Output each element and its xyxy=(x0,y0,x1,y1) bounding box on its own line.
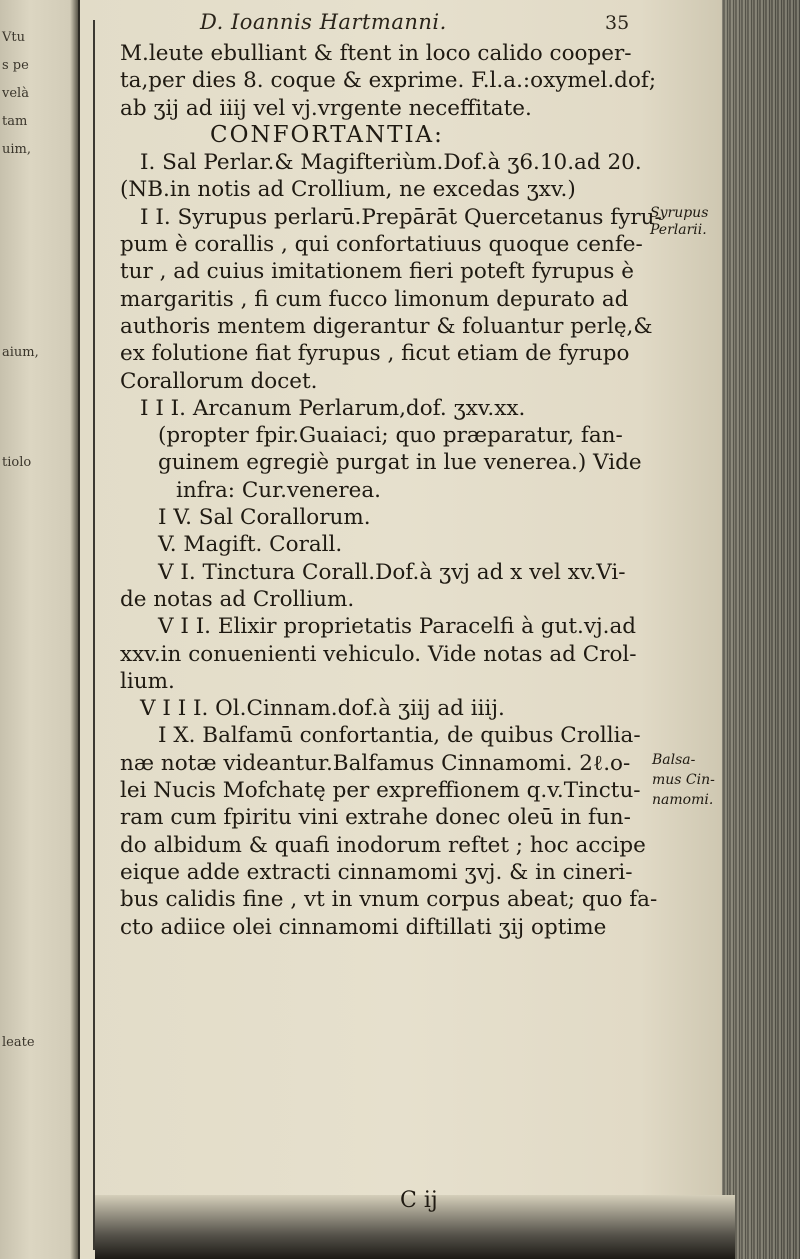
text-line: (propter fpir.Guaiaci; quo præparatur, fan- xyxy=(158,423,623,449)
text-line: margaritis , fi cum fucco limonum depurato ad xyxy=(120,286,629,312)
margin-note-syrupus: Syrupus xyxy=(650,205,709,221)
text-line: V I I. Elixir proprietatis Paracelfi à gut.vj.ad xyxy=(158,614,637,640)
margin-fragment: tiolo xyxy=(2,455,32,470)
margin-note-balsa: Balsa- xyxy=(652,752,696,768)
text-line: ab ʒij ad iiij vel vj.vrgente neceffitate. xyxy=(120,95,532,121)
page-number: 35 xyxy=(605,12,630,34)
text-line: Corallorum docet. xyxy=(120,368,318,394)
margin-note-perlarii: Perlarii. xyxy=(650,222,707,238)
text-line: lium. xyxy=(120,668,175,694)
body-text xyxy=(120,40,700,941)
text-line: bus calidis fine , vt in vnum corpus abeat; quo fa- xyxy=(120,887,658,913)
text-line: V I I I. Ol.Cinnam.dof.à ʒiij ad iiij. xyxy=(140,696,505,722)
text-line: tur , ad cuius imitationem fieri poteft fyrupus è xyxy=(120,259,634,285)
previous-page-edge xyxy=(0,0,80,1259)
text-line: cto adiice olei cinnamomi diftillati ʒij optime xyxy=(120,914,607,940)
text-line: eique adde extracti cinnamomi ʒvj. & in cineri- xyxy=(120,859,633,885)
gutter-rule xyxy=(93,20,95,1250)
text-line: pum è corallis , qui confortatiuus quoque cenfe- xyxy=(120,232,643,258)
text-line: M.leute ebulliant & ftent in loco calido cooper- xyxy=(120,41,632,66)
margin-fragment: Vtu xyxy=(2,30,25,45)
margin-note-namomi: namomi. xyxy=(652,792,714,808)
text-line: I I. Syrupus perlarū.Prepārāt Quercetanus fyru- xyxy=(140,204,662,230)
margin-fragment: leate xyxy=(2,1035,35,1050)
text-line: lei Nucis Mofchatę per expreffionem q.v.Tinctu- xyxy=(120,778,641,804)
margin-fragment: tam xyxy=(2,114,28,129)
text-line: authoris mentem digerantur & foluantur perlę,& xyxy=(120,313,653,339)
text-line: do albidum & quafi inodorum reftet ; hoc accipe xyxy=(120,832,646,858)
text-line: næ notæ videantur.Balfamus Cinnamomi. 2ℓ.o- xyxy=(120,750,631,776)
text-line: de notas ad Crollium. xyxy=(120,586,355,612)
text-line: xxv.in conuenienti vehiculo. Vide notas ad Crol- xyxy=(120,641,637,667)
text-line: I X. Balfamū confortantia, de quibus Crollia- xyxy=(158,723,641,749)
text-line: guinem egregiè purgat in lue venerea.) Vide xyxy=(158,450,642,476)
margin-note-mus-cin: mus Cin- xyxy=(652,772,715,788)
text-line: ta,per dies 8. coque & exprime. F.l.a.:oxymel.dof; xyxy=(120,68,657,94)
text-line: V I. Tinctura Corall.Dof.à ʒvj ad x vel xv.Vi- xyxy=(158,559,626,585)
book-edge xyxy=(722,0,800,1259)
text-line: infra: Cur.venerea. xyxy=(176,477,381,503)
section-heading: CONFORTANTIA: xyxy=(210,121,444,148)
running-header: D. Ioannis Hartmanni. xyxy=(200,10,447,34)
margin-fragment: velà xyxy=(2,86,29,101)
text-line: ram cum fpiritu vini extrahe donec oleū in fun- xyxy=(120,805,631,831)
text-line: V. Magift. Corall. xyxy=(158,532,343,558)
text-line: I V. Sal Corallorum. xyxy=(158,505,371,531)
text-line: (NB.in notis ad Crollium, ne excedas ʒxv.) xyxy=(120,177,576,203)
text-line: I. Sal Perlar.& Magifteriùm.Dof.à ʒ6.10.ad 20. xyxy=(140,150,642,176)
margin-fragment: s pe xyxy=(2,58,29,73)
margin-fragment: aium, xyxy=(2,345,39,360)
catchword: C ij xyxy=(400,1188,438,1213)
text-line: I I I. Arcanum Perlarum,dof. ʒxv.xx. xyxy=(140,395,526,421)
margin-fragment: uim, xyxy=(2,142,31,157)
text-line: ex folutione fiat fyrupus , ficut etiam de fyrupo xyxy=(120,341,630,367)
